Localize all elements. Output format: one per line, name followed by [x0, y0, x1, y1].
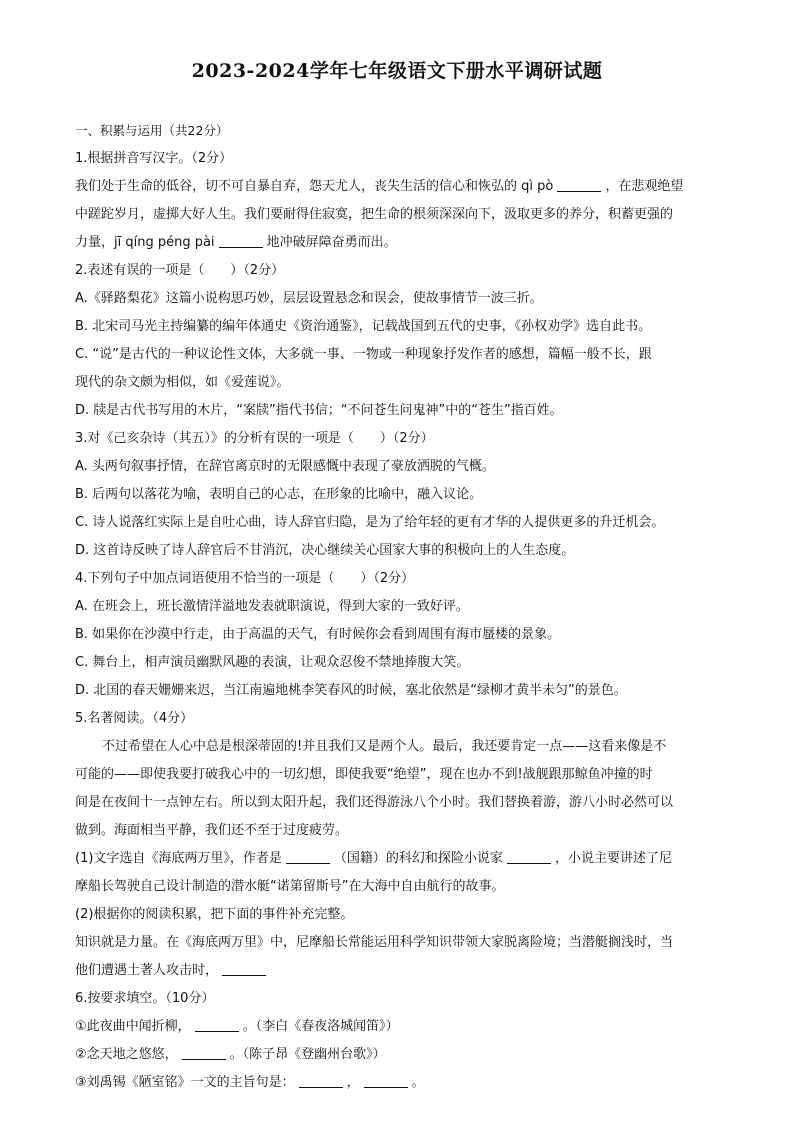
question-1-line: 中蹉跎岁月，虚掷大好人生。我们要耐得住寂寞，把生命的根须深深向下，汲取更多的养分，积蓄更强的 — [75, 207, 674, 222]
option-a: A. 头两句叙事抒情，在辞官离京时的无限感慨中表现了豪放洒脱的气概。 — [75, 459, 495, 474]
passage-line: 间是在夜间十一点钟左右。所以到太阳升起，我们还得游泳八个小时。我们替换着游，游八小时必然可以 — [75, 795, 674, 810]
option-a: A. 在班会上，班长激情洋溢地发表就职演说，得到大家的一致好评。 — [75, 599, 469, 614]
fill-item-3: ③刘禹锡《陋室铭》一文的主旨句是： ， 。 — [75, 1075, 425, 1090]
section-heading: 一、积累与运用（共22分） — [75, 123, 229, 138]
sub-question-2: (2)根据你的阅读积累，把下面的事件补充完整。 — [75, 907, 354, 922]
question-1-line: 力量，jī qíng péng pài 地冲破屏障奋勇而出。 — [75, 235, 397, 250]
option-c-continued: 现代的杂文颇为相似，如《爱莲说》。 — [75, 375, 290, 390]
sub-question-2-text: 知识就是力量。在《海底两万里》中，尼摩船长常能运用科学知识带领大家脱离险境；当潜艇搁浅时，当 — [75, 935, 674, 950]
option-d: D. 牍是古代书写用的木片，“案牍”指代书信；“不问苍生问鬼神”中的“苍生”指百姓。 — [75, 403, 563, 418]
sub-question-1: (1)文字选自《海底两万里》，作者是 （国籍）的科幻和探险小说家 ，小说主要讲述了尼 — [75, 851, 672, 866]
answer-blank[interactable] — [299, 1073, 343, 1088]
answer-blank[interactable] — [195, 1017, 239, 1032]
question-1-heading: 1.根据拼音写汉字。（2分） — [75, 151, 233, 166]
question-4-heading: 4.下列句子中加点词语使用不恰当的一项是（ ）（2分） — [75, 571, 415, 586]
answer-blank[interactable] — [557, 177, 601, 192]
passage-line: 可能的——即使我要打破我心中的一切幻想，即使我要“绝望”，现在也办不到!战舰跟那鲸鱼冲撞的时 — [75, 767, 653, 782]
question-6-heading: 6.按要求填空。（10分） — [75, 991, 215, 1006]
sub-question-1-continued: 摩船长驾驶自己设计制造的潜水艇“诺第留斯号”在大海中自由航行的故事。 — [75, 879, 505, 894]
option-c: C. “说”是古代的一种议论性文体，大多就一事、一物或一种现象抒发作者的感想，篇幅一般不长，跟 — [75, 347, 652, 362]
answer-blank[interactable] — [507, 849, 551, 864]
fill-item-1: ①此夜曲中闻折柳， 。（李白《春夜洛城闻笛》） — [75, 1019, 399, 1034]
option-b: B. 北宋司马光主持编纂的编年体通史《资治通鉴》，记载战国到五代的史事，《孙权劝学》选自此书。 — [75, 319, 652, 334]
question-1-line: 我们处于生命的低谷，切不可自暴自弃，怨天尤人，丧失生活的信心和恢弘的 qì pò ，在悲观绝望 — [75, 179, 684, 194]
fill-item-2: ②念天地之悠悠， 。（陈子昂《登幽州台歌》） — [75, 1047, 386, 1062]
option-b: B. 后两句以落花为喻，表明自己的心志，在形象的比喻中，融入议论。 — [75, 487, 483, 502]
option-c: C. 舞台上，相声演员幽默风趣的表演，让观众忍俊不禁地捧腹大笑。 — [75, 655, 470, 670]
answer-blank[interactable] — [364, 1073, 408, 1088]
answer-blank[interactable] — [286, 849, 330, 864]
option-d: D. 北国的春天姗姗来迟，当江南遍地桃李笑春风的时候，塞北依然是“绿柳才黄半未匀”的景色。 — [75, 683, 627, 698]
passage-line: 不过希望在人心中总是根深蒂固的!并且我们又是两个人。最后，我还要肯定一点——这看来像是不 — [102, 739, 667, 754]
answer-blank[interactable] — [219, 233, 263, 248]
option-b: B. 如果你在沙漠中行走，由于高温的天气，有时候你会看到周围有海市蜃楼的景象。 — [75, 627, 561, 642]
option-d: D. 这首诗反映了诗人辞官后不甘消沉，决心继续关心国家大事的积极向上的人生态度。 — [75, 543, 575, 558]
sub-question-2-text: 他们遭遇土著人攻击时， — [75, 957, 723, 985]
exam-content — [75, 117, 723, 1097]
question-3-heading: 3.对《己亥杂诗（其五）》的分析有误的一项是（ ）（2分） — [75, 431, 434, 446]
page-title: 2023-2024学年七年级语文下册水平调研试题 — [191, 60, 603, 82]
option-a: A.《驿路梨花》这篇小说构思巧妙，层层设置悬念和误会，使故事情节一波三折。 — [75, 291, 543, 306]
question-5-heading: 5.名著阅读。（4分） — [75, 711, 194, 726]
passage-line: 做到。海面相当平静，我们还不至于过度疲劳。 — [75, 823, 349, 838]
answer-blank[interactable] — [222, 961, 266, 976]
option-c: C. 诗人说落红实际上是自吐心曲，诗人辞官归隐，是为了给年轻的更有才华的人提供更多的升迁机会。 — [75, 515, 665, 530]
question-2-heading: 2.表述有误的一项是（ ）（2分） — [75, 263, 285, 278]
answer-blank[interactable] — [182, 1045, 226, 1060]
